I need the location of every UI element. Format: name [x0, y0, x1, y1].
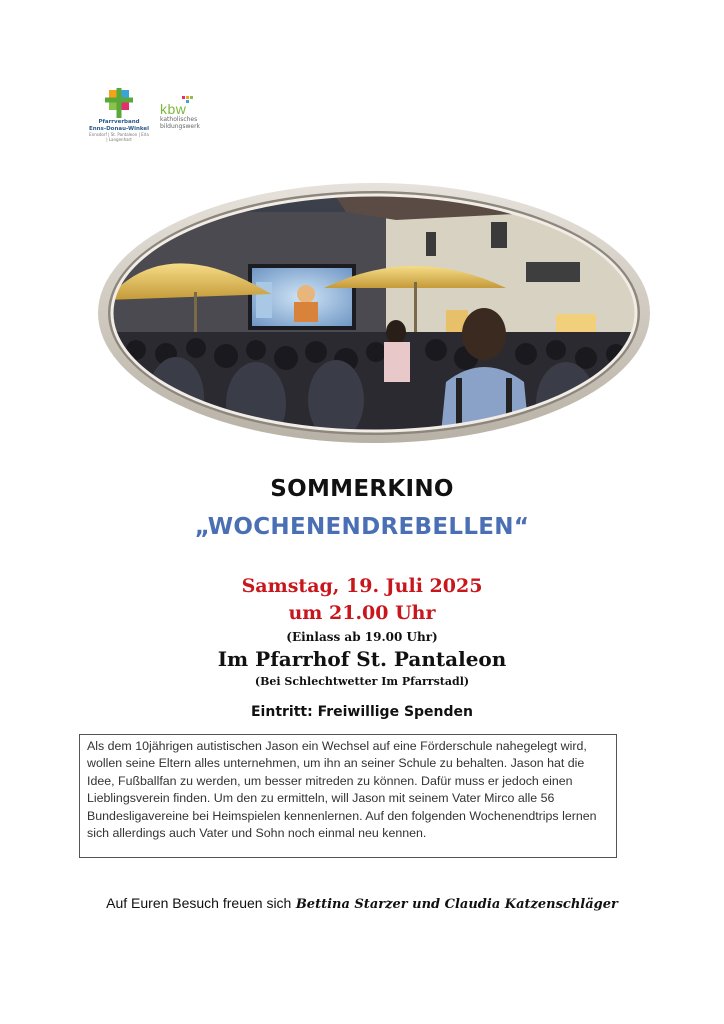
kbw-logo	[160, 102, 210, 130]
entry-fee: Eintritt: Freiwillige Spenden	[250, 704, 474, 720]
event-venue: Im Pfarrhof St. Pantaleon	[217, 647, 507, 671]
footer-greeting	[0, 895, 724, 912]
bad-weather-venue: (Bei Schlechtwetter Im Pfarrstadl)	[254, 675, 470, 688]
standing-person	[384, 342, 410, 382]
kbw-line-2: bildungswerk	[160, 123, 201, 130]
footer-lead: Auf Euren Besuch freuen sich	[106, 895, 292, 911]
event-date: Samstag, 19. Juli 2025	[241, 575, 483, 597]
admission-time: (Einlass ab 19.00 Uhr)	[286, 630, 438, 644]
event-photo	[96, 182, 652, 444]
kbw-dots-icon	[182, 96, 196, 104]
pfarrverband-name: Pfarrverband	[98, 119, 140, 125]
organizer-names: Bettina Starzer und Claudia Katzenschläger	[295, 897, 618, 912]
pfarrverband-logo	[88, 88, 150, 150]
pfarrverband-parishes: Ennsdorf | St. Pantaleon | Erla | Langenhart	[89, 132, 149, 142]
event-time: um 21.00 Uhr	[288, 602, 436, 624]
pfarrverband-region: Enns-Donau-Winkel	[88, 126, 150, 132]
kbw-line-1: katholisches	[160, 116, 198, 123]
logo-area	[88, 88, 208, 150]
cross-icon	[105, 88, 133, 118]
kbw-mark: kbw	[160, 101, 187, 117]
event-title: SOMMERKINO	[270, 476, 454, 502]
film-title: „WOCHENENDREBELLEN“	[194, 514, 530, 540]
film-description: Als dem 10jährigen autistischen Jason ein Wechsel auf eine Förderschule nahegelegt wird, wollen seine Eltern alles unternehmen, um ihn an seiner Schule zu behalten. Jason hat die Idee, Fußballfan zu werden, um besser mitreden zu können. Dafür muss er jedoch einen Lieblingsverein finden. Um den zu ermitteln, will Jason mit seinem Vater Mirco alle 56 Bundesligavereine bei Heimspielen kennenlernen. Auf den folgenden Wochenendtrips lernen sich allerdings auch Vater und Sohn noch einmal neu kennen.	[79, 734, 617, 858]
